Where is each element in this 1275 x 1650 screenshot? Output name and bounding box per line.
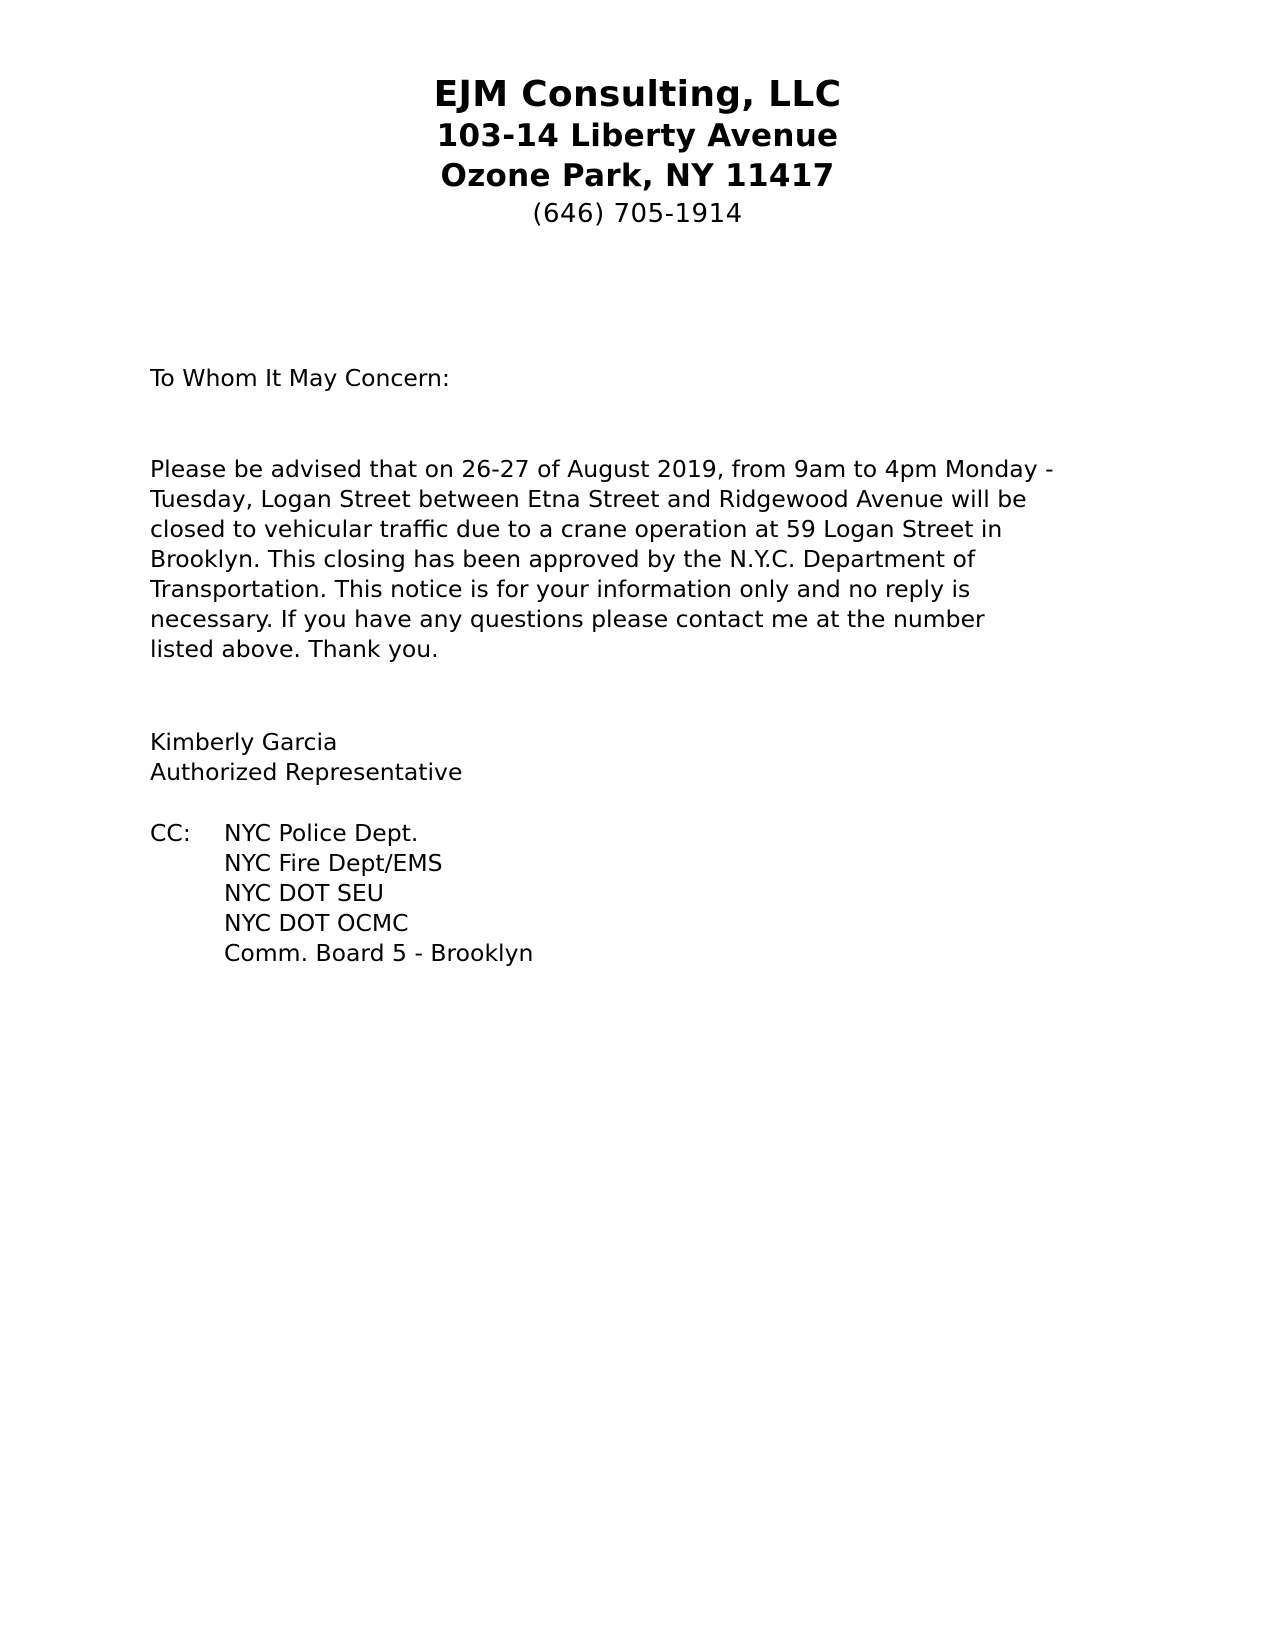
cc-recipient: NYC Fire Dept/EMS [224,849,443,877]
signer-title: Authorized Representative [150,758,463,786]
signature-block [150,727,1130,787]
body-paragraph [150,454,1130,664]
body-line: Transportation. This notice is for your information only and no reply is [150,575,971,603]
cc-recipient-list [224,818,533,968]
cc-recipient: NYC DOT SEU [224,879,384,907]
company-street: 103-14 Liberty Avenue [436,118,839,154]
cc-recipient: NYC DOT OCMC [224,909,409,937]
body-line: closed to vehicular traffic due to a crane operation at 59 Logan Street in [150,515,1003,543]
cc-recipient: Comm. Board 5 - Brooklyn [224,939,534,967]
company-name: EJM Consulting, LLC [433,74,842,115]
salutation: To Whom It May Concern: [150,364,450,392]
cc-label: CC: [150,819,191,847]
signer-name: Kimberly Garcia [150,728,338,756]
cc-recipient: NYC Police Dept. [224,819,419,847]
letterhead [0,74,1275,232]
body-line: Please be advised that on 26-27 of August 2019, from 9am to 4pm Monday - [150,455,1054,483]
body-line: Brooklyn. This closing has been approved by the N.Y.C. Department of [150,545,976,573]
company-city-state-zip: Ozone Park, NY 11417 [440,158,835,194]
company-phone: (646) 705-1914 [532,199,743,229]
body-line: listed above. Thank you. [150,635,439,663]
body-line: necessary. If you have any questions please contact me at the number [150,605,985,633]
body-line: Tuesday, Logan Street between Etna Street and Ridgewood Avenue will be [150,485,1027,513]
